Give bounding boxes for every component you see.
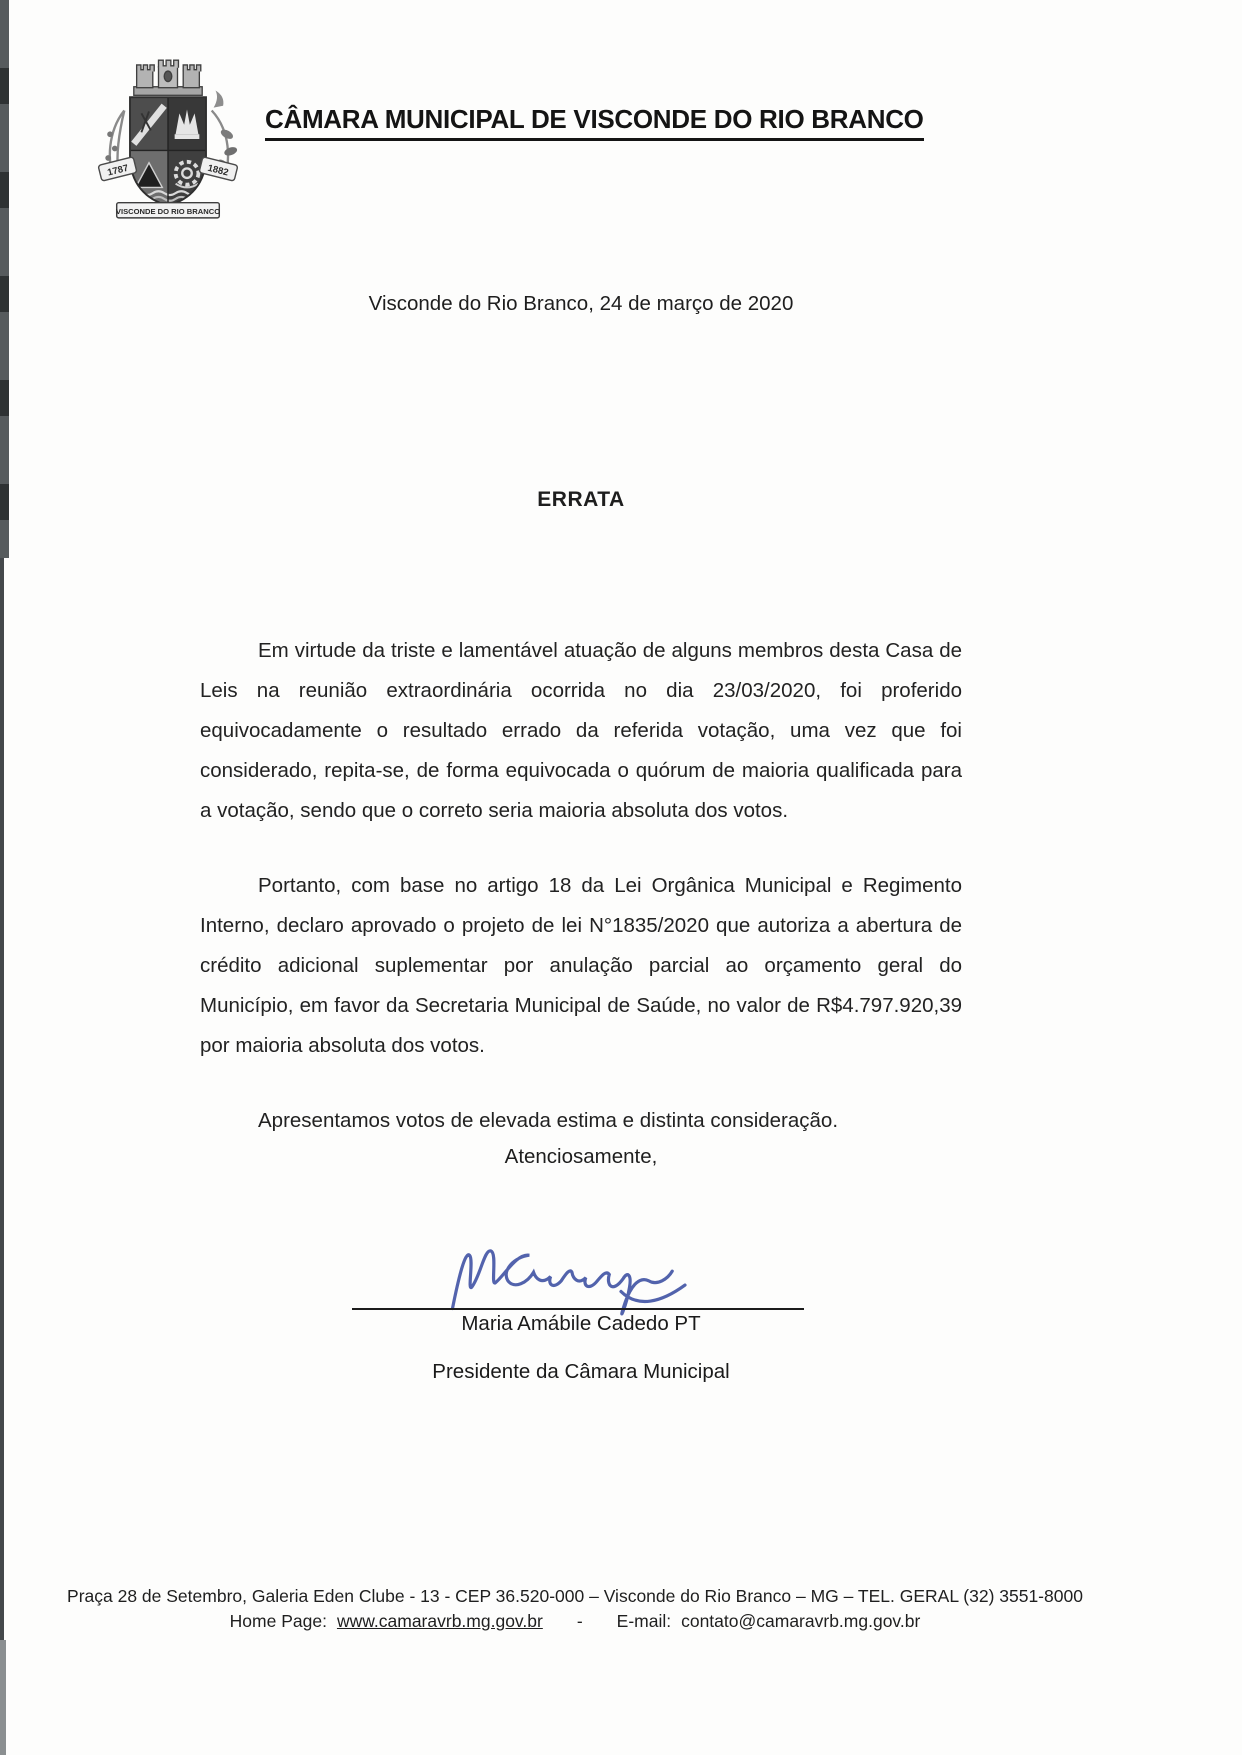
page-title: CÂMARA MUNICIPAL DE VISCONDE DO RIO BRANCO: [265, 104, 924, 141]
scan-edge-artifact-top: [0, 0, 9, 558]
homepage-label: Home Page:: [229, 1611, 327, 1631]
email-value: contato@camaravrb.mg.gov.br: [681, 1611, 921, 1631]
email-label: E-mail:: [616, 1611, 672, 1631]
paragraph-1: Em virtude da triste e lamentável atuação de alguns membros desta Casa de Leis na reunião extraordinária ocorrida no dia 23/03/2020, foi proferido equivocadamente o resultado errado da referida votação, uma vez que foi considerado, repita-se, de forma equivocada o quórum de maioria qualificada para a votação, sendo que o correto seria maioria absoluta dos votos.: [200, 638, 962, 822]
crest-year-right: 1882: [206, 162, 230, 179]
paragraph-2: Portanto, com base no artigo 18 da Lei Orgânica Municipal e Regimento Interno, declaro aprovado o projeto de lei N°1835/2020 que autoriza a abertura de crédito adicional suplementar por anulação parcial ao orçamento geral do Município, em favor da Secretaria Municipal de Saúde, no valor de R$4.797.920,39 por maioria absoluta dos votos.: [200, 873, 962, 1057]
paragraph-3: Apresentamos votos de elevada estima e distinta consideração.: [258, 1108, 839, 1132]
scan-edge-artifact-middle: [0, 558, 4, 1640]
signer-name: Maria Amábile Cadedo PT: [461, 1312, 701, 1335]
signature-line: [352, 1308, 804, 1310]
crest-year-left-scroll: [98, 157, 137, 181]
letter-body: [200, 0, 962, 1755]
signer-title: Presidente da Câmara Municipal: [432, 1360, 730, 1383]
closing-salutation: Atenciosamente,: [504, 1145, 658, 1168]
homepage-url: www.camaravrb.mg.gov.br: [336, 1611, 543, 1631]
footer-address-line: Praça 28 de Setembro, Galeria Eden Clube - 13 - CEP 36.520-000 – Visconde do Rio Branco – MG – TEL. GERAL (32) 3551-8000: [67, 1586, 1083, 1606]
footer-separator: -: [576, 1611, 583, 1631]
letterhead-footer: [10, 1584, 1140, 1634]
footer-contact-line: [10, 1609, 1140, 1634]
crest-year-left: 1787: [106, 162, 130, 179]
crest-mural-crown: [134, 60, 202, 95]
scan-edge-artifact-bottom: [0, 1640, 6, 1755]
subject-title: ERRATA: [537, 488, 625, 511]
crest-ribbon-text: VISCONDE DO RIO BRANCO: [115, 207, 221, 217]
date-line: Visconde do Rio Branco, 24 de março de 2020: [368, 292, 794, 315]
